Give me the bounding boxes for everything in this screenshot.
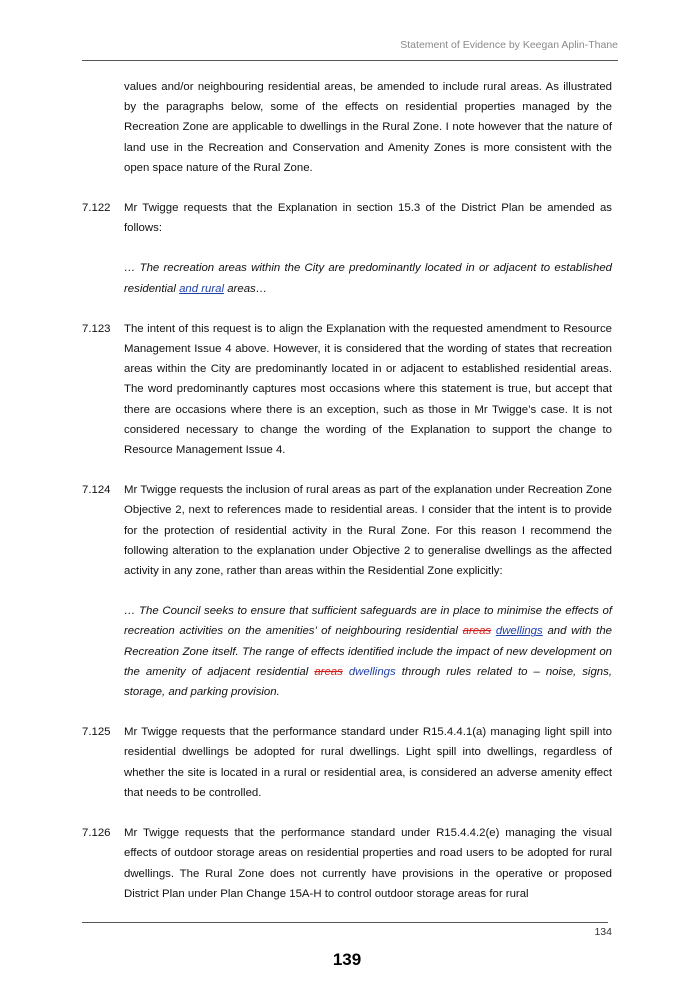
- paragraph-text: Mr Twigge requests that the performance standard under R15.4.4.2(e) managing the visual effects of outdoor storage areas on residential properties and road users to be adopted for rural dwellings. The Rural Zone does not currently have provisions in the operative or proposed District Plan under Plan Change 15A-H to control outdoor storage areas for rural: [124, 827, 612, 900]
- paragraph-7-124: [82, 480, 612, 581]
- quote-text: … The recreation areas within the City are predominantly located in or adjacent to established residential: [124, 262, 612, 295]
- paragraph-number: 7.123: [82, 322, 111, 335]
- quote-text: areas…: [224, 282, 268, 295]
- quote-7-122: [82, 258, 612, 298]
- paragraph-7-126: [82, 823, 612, 904]
- inserted-text: dwellings: [348, 665, 396, 678]
- paragraph-number: 7.124: [82, 484, 111, 497]
- document-body: [82, 77, 612, 904]
- inserted-text: and rural: [179, 282, 225, 295]
- paragraph-text: The intent of this request is to align the Explanation with the requested amendment to Resource Management Issue 4 above. However, it is considered that the wording of states that recreation areas within the City are predominantly located in or adjacent to established residential areas. The word predominantly captures most occasions where this statement is true, but accept that there are occasions where there is an exception, such as those in Mr Twigge’s case. It is not considered necessary to change the wording of the Explanation to support the change to Resource Management Issue 4.: [124, 322, 612, 457]
- quote-text: … The Council seeks to ensure that sufficient safeguards are in place to minimise the effects of recreation activities on the amenities’ of neighbouring residential: [124, 605, 612, 638]
- deleted-text: areas: [314, 665, 343, 678]
- continuation-paragraph: values and/or neighbouring residential areas, be amended to include rural areas. As illustrated by the paragraphs below, some of the effects on residential properties managed by the Recreation Zone are applicable to dwellings in the Rural Zone. I note however that the nature of land use in the Recreation and Conservation and Amenity Zones is more consistent with the open space nature of the Rural Zone.: [124, 81, 612, 174]
- quote-7-124: [82, 601, 612, 702]
- footer-divider: [82, 922, 608, 923]
- quote-text: through rules related to – noise, signs, storage, and parking provision.: [124, 665, 612, 699]
- paragraph-7-123: [82, 319, 612, 460]
- paragraph-text: Mr Twigge requests the inclusion of rural areas as part of the explanation under Recreation Zone Objective 2, next to references made to residential areas. I consider that the intent is to provide for the protection of residential activity in the Rural Zone. For this reason I recommend the following alteration to the explanation under Objective 2 to generalise dwellings as the affected activity in any zone, rather than areas within the Residential Zone explicitly:: [124, 484, 612, 578]
- paragraph-number: 7.126: [82, 827, 111, 840]
- paragraph-7-122: [82, 198, 612, 238]
- inserted-text: dwellings: [495, 625, 543, 638]
- document-header: Statement of Evidence by Keegan Aplin-Thane: [400, 39, 618, 51]
- paragraph-text: Mr Twigge requests that the performance standard under R15.4.4.1(a) managing light spill into residential dwellings be adopted for rural dwellings. Light spill into dwellings, regardless of whether the site is located in a rural or residential area, is considered an adverse amenity effect that needs to be controlled.: [124, 726, 612, 799]
- page-number-bundle: 139: [332, 950, 362, 969]
- paragraph-number: 7.125: [82, 726, 111, 739]
- header-divider: [82, 60, 618, 61]
- quote-text: and with the Recreation Zone itself. The range of effects identified include the impact of new development on the amenity of adjacent residential: [124, 625, 613, 678]
- deleted-text: areas: [462, 625, 492, 638]
- paragraph-7-125: [82, 722, 612, 803]
- paragraph-text: Mr Twigge requests that the Explanation in section 15.3 of the District Plan be amended as follows:: [124, 202, 612, 235]
- paragraph-number: 7.122: [82, 202, 111, 215]
- page-number-original: 134: [594, 926, 612, 938]
